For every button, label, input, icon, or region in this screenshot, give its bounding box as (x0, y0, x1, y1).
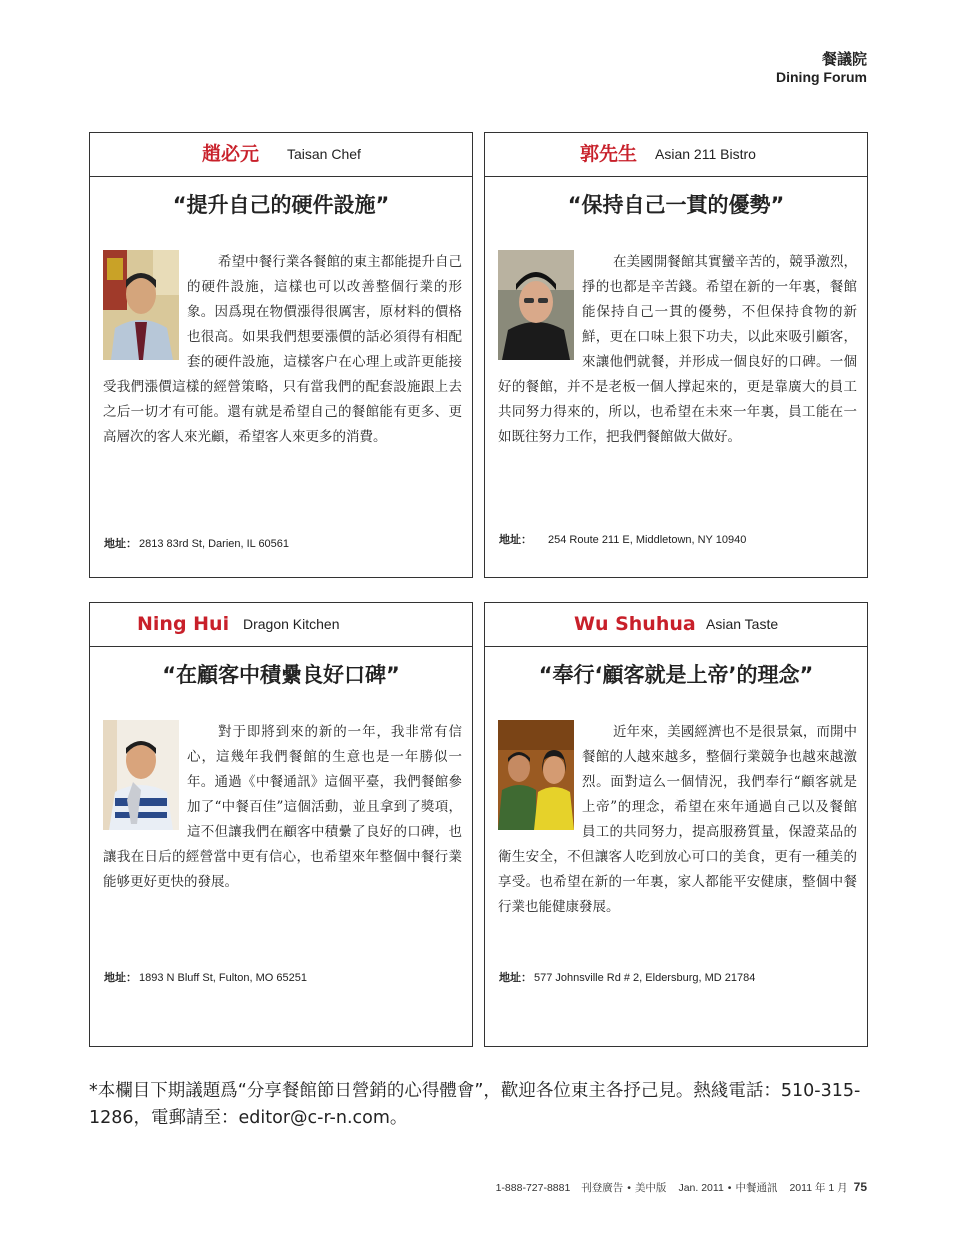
card-body (498, 250, 857, 450)
next-topic-notice: *本欄目下期議題爲“分享餐館節日營銷的心得體會”，歡迎各位東主各抒己見。熱綫電話：510-315-1286，電郵請至：editor@c-r-n.com。 (89, 1081, 861, 1128)
address-label: 地址： (104, 538, 137, 550)
section-header (776, 50, 867, 86)
interviewee-name: Ning Hui (137, 613, 230, 635)
interviewee-photo (498, 250, 574, 360)
interview-card-1 (89, 132, 473, 578)
interviewee-photo (498, 720, 574, 830)
card-title-bar (90, 603, 472, 647)
card-quote: “在顧客中積纍良好口碑” (162, 663, 400, 687)
address-label: 地址： (104, 972, 137, 984)
interviewee-photo (103, 250, 179, 360)
card-title-bar (485, 133, 867, 177)
address-text: 2813 83rd St, Darien, IL 60561 (139, 538, 290, 550)
card-address (499, 971, 755, 985)
section-title-zh: 餐議院 (821, 50, 867, 68)
footer-edition: 美中版 (634, 1182, 667, 1194)
page-footer: 1-888-727-8881 刊登廣告 • 美中版 Jan. 2011 • 中餐通訊 2011 年 1 月 75 (495, 1180, 867, 1194)
card-quote: “提升自己的硬件設施” (172, 193, 390, 217)
card-body-text: 近年來，美國經濟也不是很景氣，而開中餐館的人越來越多，整個行業競争也越來越激烈。面對這么一個情況，我們奉行“顧客就是上帝”的理念，希望在來年通過自己以及餐館員工的共同努力，提高服務質量，保證菜品的衛生安全，不但讓客人吃到放心可口的美食，更有一種美的享受。也希望在新的一年裏，家人都能平安健康，整個中餐行業也能健康發展。 (498, 724, 857, 915)
card-body-text: 希望中餐行業各餐館的東主都能提升自己的硬件設施，這樣也可以改善整個行業的形象。因爲現在物價漲得很厲害，原材料的價格也很高。如果我們想要漲價的話必須得有相配套的硬件設施，這樣客户在心理上或許更能接受我們漲價這樣的經營策略，只有當我們的配套設施跟上去之后一切才有可能。還有就是希望自己的餐館能有更多、更高層次的客人來光顧，希望客人來更多的消費。 (103, 254, 462, 445)
card-address (104, 537, 289, 551)
address-text: 254 Route 211 E, Middletown, NY 10940 (548, 534, 747, 546)
section-title-en: Dining Forum (776, 69, 867, 85)
restaurant-name: Asian 211 Bistro (655, 146, 756, 162)
interview-card-4 (484, 602, 868, 1047)
page-number: 75 (853, 1180, 867, 1194)
card-title-bar (485, 603, 867, 647)
card-body-text: 對于即將到來的新的一年，我非常有信心，這幾年我們餐館的生意也是一年勝似一年。通過《中餐通訊》這個平臺，我們餐館參加了“中餐百佳”這個活動，並且拿到了獎項，這不但讓我們在顧客中積纍了良好的口碑，也讓我在日后的經營當中更有信心，也希望來年整個中餐行業能够更好更快的發展。 (103, 724, 462, 890)
card-body-text: 在美國開餐館其實蠻辛苦的，競爭激烈，掙的也都是辛苦錢。希望在新的一年裏，餐館能保持自己一貫的優勢，不但保持食物的新鮮，更在口味上狠下功夫，以此來吸引顧客，來讓他們就餐，并形成一個良好的口碑。一個好的餐館，并不是老板一個人撑起來的，更是靠廣大的員工共同努力得來的，所以，也希望在未來一年裏，員工能在一如既往努力工作，把我們餐館做大做好。 (498, 254, 857, 445)
card-body (103, 250, 462, 450)
restaurant-name: Dragon Kitchen (243, 616, 340, 632)
interviewee-name: Wu Shuhua (574, 613, 696, 635)
footer-ad-label: 刊登廣告 (581, 1182, 624, 1194)
footer-phone: 1-888-727-8881 (495, 1182, 571, 1194)
address-text: 577 Johnsville Rd # 2, Eldersburg, MD 21784 (534, 972, 756, 984)
interviewee-name: 趙必元 (202, 143, 260, 165)
address-label: 地址： (499, 972, 532, 984)
card-address (499, 533, 746, 547)
restaurant-name: Asian Taste (706, 616, 779, 632)
card-address (104, 971, 307, 985)
footer-date-en: Jan. 2011 (678, 1182, 724, 1194)
interview-card-2 (484, 132, 868, 578)
interviewee-photo (103, 720, 179, 830)
address-text: 1893 N Bluff St, Fulton, MO 65251 (139, 972, 307, 984)
interviewee-name: 郭先生 (580, 143, 638, 165)
footer-date-zh: 2011 年 1 月 (789, 1182, 848, 1194)
card-quote: “奉行‘顧客就是上帝’的理念” (538, 663, 814, 687)
interview-card-3 (89, 602, 473, 1047)
address-label: 地址： (499, 534, 532, 546)
card-title-bar (90, 133, 472, 177)
card-quote: “保持自己一貫的優勢” (567, 193, 785, 217)
restaurant-name: Taisan Chef (287, 146, 361, 162)
card-body (498, 720, 857, 920)
card-body (103, 720, 462, 895)
footer-publication: 中餐通訊 (735, 1182, 778, 1194)
